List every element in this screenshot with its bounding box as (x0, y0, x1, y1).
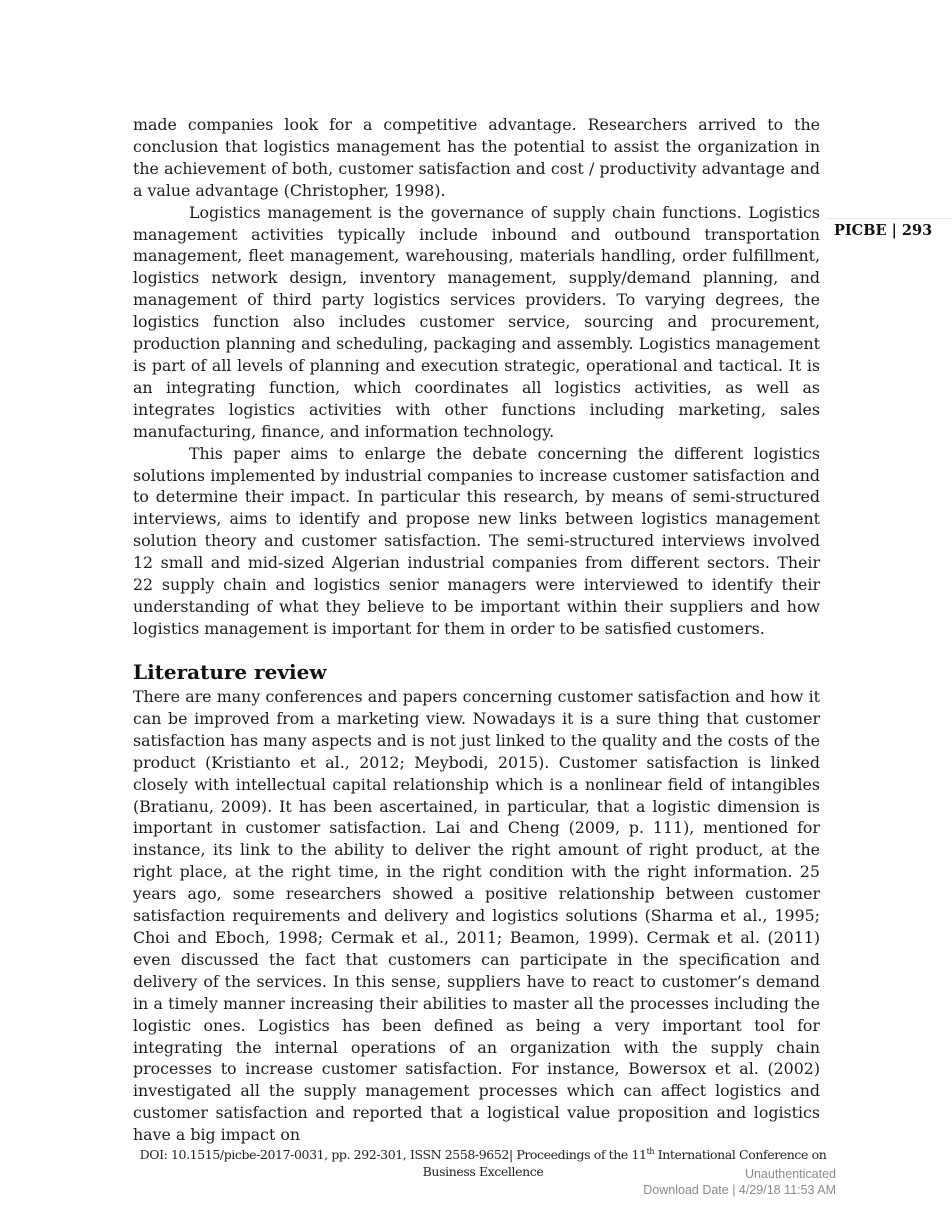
paragraph-3: This paper aims to enlarge the debate concerning the different logistics solutions implemented by industrial companies to increase customer satisfaction and to determine their impact. In particular this research, by means of semi-structured interviews, aims to identify and propose new links between logistics management solution theory and customer satisfaction. The semi-structured interviews involved 12 small and mid-sized Algerian industrial companies from different sectors. Their 22 supply chain and logistics senior managers were interviewed to identify their understanding of what they believe to be important within their suppliers and how logistics management is important for them in order to be satisfied customers. (133, 443, 820, 638)
running-header: PICBE | 293 (834, 222, 933, 239)
section-heading: Literature review (133, 660, 327, 684)
paragraph-2: Logistics management is the governance of supply chain functions. Logistics management activities typically include inbound and outbound transportation management, fleet management, warehousing, materials handling, order fulfillment, logistics network design, inventory management, supply/demand planning, and management of third party logistics services providers. To varying degrees, the logistics function also includes customer service, sourcing and procurement, production planning and scheduling, packaging and assembly. Logistics management is part of all levels of planning and execution strategic, operational and tactical. It is an integrating function, which coordinates all logistics activities, as well as integrates logistics activities with other functions including marketing, sales manufacturing, finance, and information technology. (133, 202, 820, 441)
literature-paragraph: There are many conferences and papers concerning customer satisfaction and how it can be improved from a marketing view. Nowadays it is a sure thing that customer satisfaction has many aspects and is not just linked to the quality and the costs of the product (Kristianto et al., 2012; Meybodi, 2015). Customer satisfaction is linked closely with intellectual capital relationship which is a nonlinear field of intangibles (Bratianu, 2009). It has been ascertained, in particular, that a logistic dimension is important in customer satisfaction. Lai and Cheng (2009, p. 111), mentioned for instance, its link to the ability to deliver the right amount of right product, at the right place, at the right time, in the right condition with the right information. 25 years ago, some researchers showed a positive relationship between customer satisfaction requirements and delivery and logistics solutions (Sharma et al., 1995; Choi and Eboch, 1998; Cermak et al., 2011; Beamon, 1999). Cermak et al. (2011) even discussed the fact that customers can participate in the specification and delivery of the services. In this sense, suppliers have to react to customer’s demand in a timely manner increasing their abilities to master all the processes including the logistic ones. Logistics has been defined as being a very important tool for integrating the internal operations of an organization with the supply chain processes to increase customer satisfaction. For instance, Bowersox et al. (2002) investigated all the supply management processes which can affect logistics and customer satisfaction and reported that a logistical value proposition and logistics have a big impact on (133, 687, 820, 1145)
footer-citation-end: International Conference on Business Excellence (422, 1147, 827, 1180)
literature-review-text (133, 686, 820, 1146)
download-watermark (643, 1166, 836, 1198)
paragraph-1: made companies look for a competitive advantage. Researchers arrived to the conclusion that logistics management has the potential to assist the organization in the achievement of both, customer satisfaction and cost / productivity advantage and a value advantage (Christopher, 1998). (133, 115, 820, 200)
footer-citation-start: DOI: 10.1515/picbe-2017-0031, pp. 292-301, ISSN 2558-9652| Proceedings of the 11 (139, 1147, 647, 1163)
footer-citation-sup: th (646, 1147, 655, 1156)
header-divider (826, 218, 952, 219)
watermark-line-1: Unauthenticated (744, 1167, 836, 1181)
introduction-text (133, 114, 820, 640)
watermark-line-2: Download Date | 4/29/18 11:53 AM (643, 1183, 836, 1197)
